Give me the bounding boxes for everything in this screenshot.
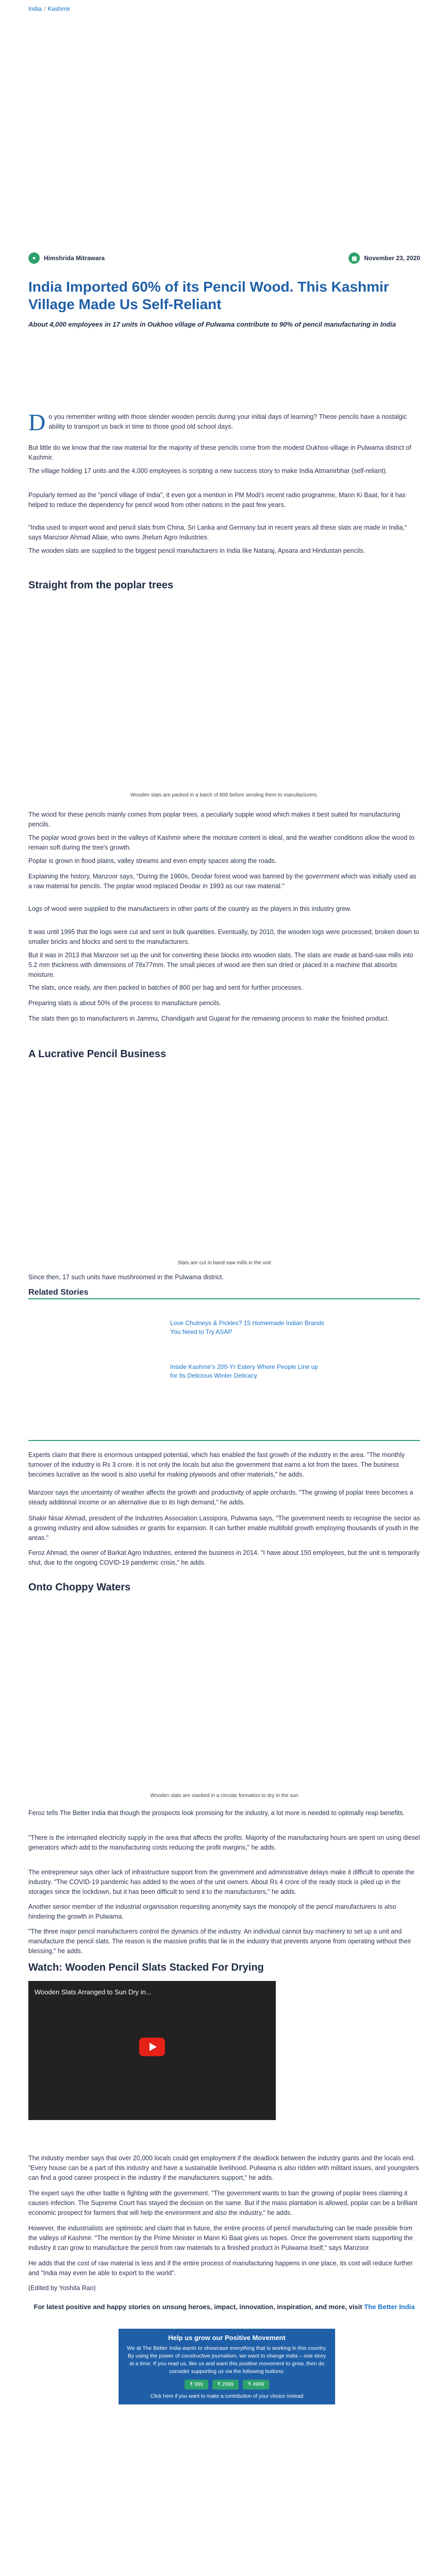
video-player[interactable] [28,1981,276,2120]
top-ad-space [28,21,420,237]
paragraph [28,409,420,435]
paragraph: The village holding 17 units and the 4,000 employees is scripting a new success story to make India Atmanirbhar (self-reliant). [28,467,388,474]
user-icon: ● [28,252,40,264]
paragraph: "The three major pencil manufacturers control the dynamics of the industry. An individual cannot buy machinery to set up a unit and manufacture the pencil slats. The reason is the massive profits that lie in the industry that prevents anyone from operating without their blessing," he adds. [28,1928,411,1955]
paragraph: The wooden slats are supplied to the biggest pencil manufacturers in India like Nataraj, Apsara and Hindustan pencils. [28,547,366,554]
paragraph: Feroz tells The Better India that though the prospects look promising for the industry, a lot more is needed to optimally reap benefits. [28,1809,405,1817]
paragraph: The slats then go to manufacturers in Jammu, Chandigarh and Gujarat for the remaining process to make the finished product. [28,1015,389,1022]
paragraph: "There is the interrupted electricity supply in the area that affects the profits. Majority of the manufacturing hours are spent on using diesel generators which add to the manufacturing costs reducing the profit margins," he adds. [28,1834,420,1851]
date-text: November 23, 2020 [364,255,420,262]
section-heading: Watch: Wooden Pencil Slats Stacked For Drying [28,1962,264,1973]
paragraph: However, the industrialists are optimistic and claim that in future, the entire process of pencil manufacturing can be made possible from the valleys of Kashmir. "The mention by the Prime Minister in Mann Ki Baat gives us hopes. Once the government starts supporting the industry it can grow to manufacture the pencil from raw materials to a finished product in Pulwama itself," says Manzoor. [28,2225,413,2251]
paragraph: The wood for these pencils mainly comes from poplar trees, a peculiarly supple wood which makes it best suited for manufacturing pencils. [28,811,401,828]
play-icon[interactable] [139,2038,165,2056]
paragraph: "India used to import wood and pencil slats from China, Sri Lanka and Germany but in recent years all these slats are made in India," says Manzoor Ahmad Allaie, who owns Jhelum Agro Industries. [28,524,407,541]
footer-lead [28,2303,420,2311]
publish-date [349,252,420,264]
related-thumbnail[interactable] [124,1360,165,1386]
paragraph: But little do we know that the raw material for the majority of these pencils come from the modest Oukhoo village in Pulwama district of Kashmir. [28,444,411,461]
image-caption: Wooden slats are packed in a batch of 800 before sending them to manufacturers. [130,792,318,798]
paragraph: Poplar is grown in flood plains, valley streams and even empty spaces along the roads. [28,857,277,865]
breadcrumb [28,5,70,12]
related-story-link[interactable]: Inside Kashmir's 200-Yr Eatery Where People Line up for Its Delicious Winter Delicacy [170,1363,319,1379]
related-stories-heading: Related Stories [28,1288,89,1297]
image-caption: Wooden slats are stacked in a circular formation to dry in the sun [150,1793,298,1799]
cta-body: We at The Better India wants to showcase everything that is working in this country. By using the power of constructive journalism, we want to change India – one story at a time. If you read us, like us and want this positive movement to grow, then do consider supporting us via the following buttons: [127,2345,327,2375]
article-image [28,1065,420,1256]
article-image [28,1600,420,1790]
custom-contribution-link[interactable]: Click here if you want to make a contribution of your choice instead [150,2394,304,2399]
paragraph: Manzoor says the uncertainty of weather affects the growth and productivity of apple orchards. "The growing of poplar trees becomes a steady additional income or an alternative due to its high demand," he adds. [28,1489,413,1506]
paragraph: Feroz Ahmad, the owner of Barkat Agro Industries, entered the business in 2014. "I have about 150 employees, but the unit is temporarily shut, due to the ongoing COVID-19 pandemic crisis," he adds. [28,1549,420,1566]
breadcrumb-home[interactable]: India [28,5,42,12]
related-thumbnail[interactable] [124,1318,165,1344]
calendar-icon: ▦ [349,252,360,264]
paragraph: Explaining the history, Manzoor says, "During the 1960s, Deodar forest wood was banned by the government which was initially used as a raw material for pencils. The poplar wood replaced Deodar in 1993 as our raw material." [28,873,417,890]
related-story-link[interactable]: Love Chutneys & Pickles? 15 Homemade Indian Brands You Need to Try ASAP [170,1319,324,1335]
paragraph: Logs of wood were supplied to the manufacturers in other parts of the country as the players in this industry grew. [28,905,352,912]
donate-button[interactable]: ₹ 999 [185,2380,208,2389]
divider [28,1440,420,1441]
paragraph: The expert says the other battle is fighting with the government. "The government wants to ban the growing of poplar trees claiming it causes infection. The Supreme Court has stayed the decision on the same. But if the mass plantation is allowed, poplar can be a brilliant economic prospect for farmers that will help the environment and also the industry," he adds. [28,2190,418,2216]
dropcap: D [28,409,46,435]
paragraph: Since then, 17 such units have mushroomed in the Pulwama district. [28,1274,224,1281]
divider [28,1298,420,1299]
cta-title: Help us grow our Positive Movement [168,2334,286,2342]
breadcrumb-current[interactable]: Kashmir [47,5,71,12]
paragraph: The poplar wood grows best in the valleys of Kashmir where the moisture content is ideal, and the weather conditions allow the wood to remain soft during the tree's growth. [28,834,415,851]
paragraph: Experts claim that there is enormous untapped potential, which has enabled the fast growth of the industry in the area. "The monthly turnover of the industry is Rs 3 crore. It is not only the locals but also the government that earns a lot from the taxes. The business becomes lucrative as the wood is also useful for making plywoods and other materials," he adds. [28,1451,405,1478]
paragraph: Popularly termed as the "pencil village of India", it even got a mention in PM Modi's recent radio programme, Mann Ki Baat, for it has helped to reduce the dependency for pencil wood from other nations in the past few years. [28,492,406,509]
paragraph: The industry member says that over 20,000 locals could get employment if the deadlock between the industry giants and the locals end. "Every house can be a part of this industry and have a sustainable livelihood. Pulwama is also ridden with militant issues, and youngsters can find a good career prospect in the industry if the manufacturers support," he adds. [28,2155,419,2181]
breadcrumb-separator: / [44,5,46,12]
paragraph: Preparing slats is about 50% of the process to manufacture pencils. [28,999,221,1007]
footer-link[interactable]: The Better India [364,2303,415,2311]
support-cta [119,2329,335,2404]
donate-button[interactable]: ₹ 2999 [212,2380,239,2389]
footer-lead-text: For latest positive and happy stories on unsung heroes, impact, innovation, inspiration, and more, visit [34,2303,362,2311]
article-dek: About 4,000 employees in 17 units in Oukhoo village of Pulwama contribute to 90% of pencil manufacturing in India [28,320,396,328]
article-title: India Imported 60% of its Pencil Wood. This Kashmir Village Made Us Self-Reliant [28,279,389,312]
article-image [28,598,420,788]
paragraph: The entrepreneur says other lack of infrastructure support from the government and administrative delays make it difficult to operate the industry. "The COVID-19 pandemic has added to the woes of the unit owners. About Rs 4 crore of the ready stock is piled up in the storages since the lockdown, but it has been difficult to send it to the manufacturers," he adds. [28,1869,414,1895]
section-heading: Straight from the poplar trees [28,580,174,591]
section-heading: A Lucrative Pencil Business [28,1048,167,1060]
author[interactable] [28,252,105,264]
article-meta [28,252,420,268]
paragraph: The slats, once ready, are then packed in batches of 800 per bag and sent for further processes. [28,984,303,991]
author-name[interactable]: Himshrida Mitrawara [44,255,105,262]
video-title[interactable]: Wooden Slats Arranged to Sun Dry in... [35,1988,152,1996]
paragraph: Another senior member of the industrial organisation requesting anonymity says the monopoly of the pencil manufacturers is also hindering the growth in Pulwama. [28,1903,396,1920]
paragraph: He adds that the cost of raw material is less and if the entire process of manufacturing happens in one place, its cost will reduce further and "India may even be able to export to the world". [28,2260,413,2277]
section-heading: Onto Choppy Waters [28,1582,131,1593]
image-caption: Slats are cut in band-saw mills in the unit [177,1260,271,1266]
paragraph: But it was in 2013 that Manzoor set up the unit for converting these blocks into wooden slats. The slats are made at band-saw mills into 5.2 mm thickness with dimensions of 78x77mm. The small pieces of wood are then sun dried or placed in a machine that absorbs moisture. [28,952,413,978]
paragraph: Shakir Nisar Ahmad, president of the Industries Association Lassipora, Pulwama says, "The government needs to recognise the sector as a growing industry and allow subsidies or grants for expansion. It can further enable multifold growth employing thousands of youth in the areas." [28,1515,420,1541]
donate-button[interactable]: ₹ 4999 [243,2380,269,2389]
paragraph: (Edited by Yoshita Rao) [28,2284,96,2292]
intro-text: o you remember writing with those slender wooden pencils during your initial days of learning? These pencils have a nostalgic ability to transport us back in time to those good old school days. [48,413,407,430]
paragraph: It was until 1995 that the logs were cut and sent in bulk quantities. Eventually, by 2010, the wooden logs were processed, broken down to smaller bricks and blocks and sent to the manufacturers. [28,928,419,945]
